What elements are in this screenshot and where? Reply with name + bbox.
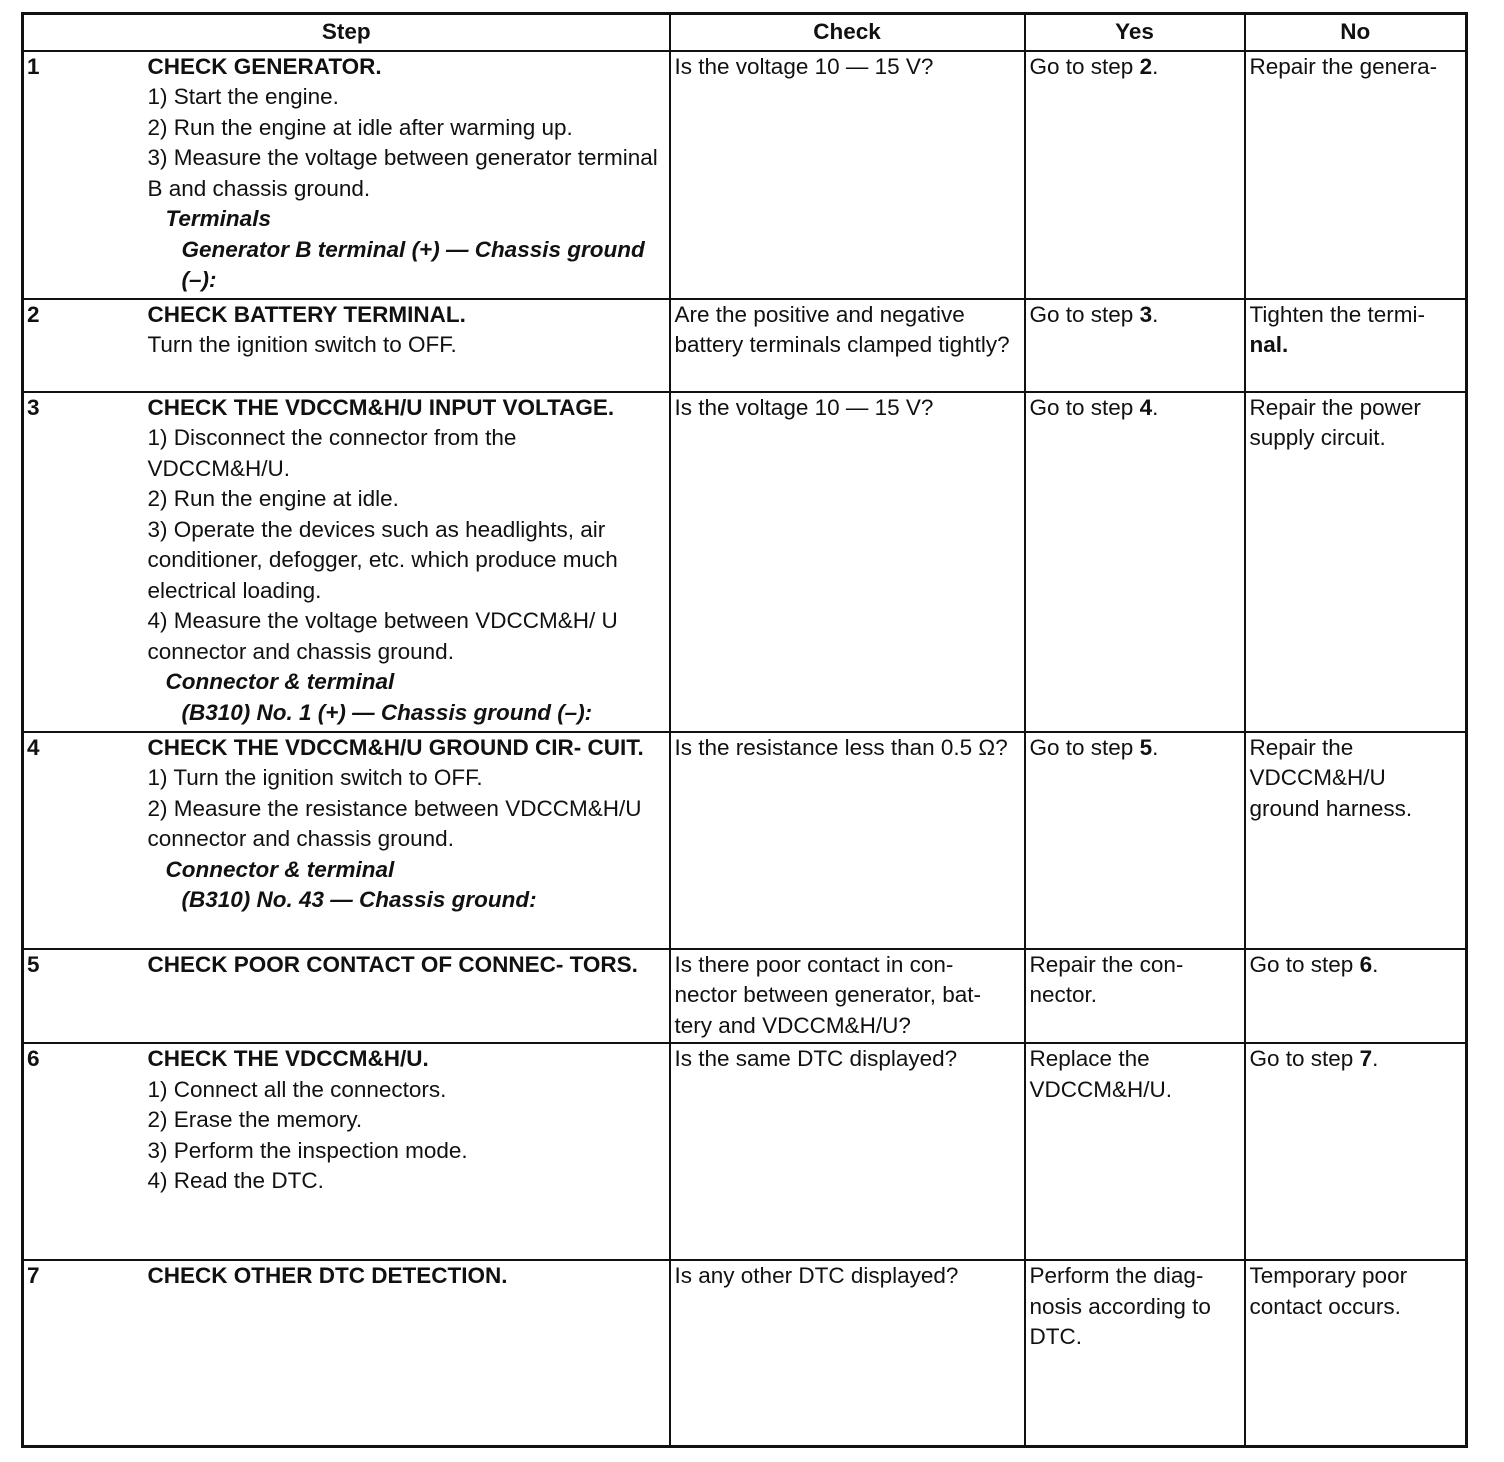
step-title: CHECK THE VDCCM&H/U GROUND CIR- CUIT.	[147, 734, 644, 760]
table-row	[23, 949, 1467, 1044]
spec-label: Terminals	[165, 206, 271, 231]
step-cell	[148, 51, 670, 299]
step-number: 3	[23, 392, 148, 732]
check-cell: Is there poor contact in con- nector between generator, bat- tery and VDCCM&H/U?	[670, 949, 1025, 1044]
step-instruction: 3) Operate the devices such as headlights, air conditioner, defogger, etc. which produce much electrical loading.	[147, 516, 618, 603]
step-instruction: 2) Measure the resistance between VDCCM&H/U connector and chassis ground.	[147, 795, 642, 851]
no-cell	[1245, 299, 1467, 392]
no-suffix: .	[1372, 951, 1379, 977]
yes-text: Go to step	[1029, 734, 1140, 760]
step-instruction: Turn the ignition switch to OFF.	[147, 332, 457, 357]
yes-cell	[1025, 1260, 1245, 1446]
yes-suffix: .	[1152, 53, 1159, 79]
check-cell: Is any other DTC displayed?	[670, 1260, 1025, 1446]
no-suffix: .	[1372, 1046, 1379, 1071]
step-title: CHECK GENERATOR.	[147, 53, 382, 79]
yes-cell	[1025, 392, 1245, 732]
spec-value: (B310) No. 1 (+) — Chassis ground (–):	[181, 699, 593, 725]
step-title: CHECK THE VDCCM&H/U.	[147, 1046, 429, 1071]
step-title: CHECK POOR CONTACT OF CONNEC- TORS.	[147, 951, 638, 977]
step-title: CHECK THE VDCCM&H/U INPUT VOLTAGE.	[147, 394, 615, 420]
step-cell	[148, 299, 670, 392]
step-title: CHECK OTHER DTC DETECTION.	[147, 1263, 508, 1288]
step-instruction: 2) Erase the memory.	[147, 1107, 363, 1132]
step-title: CHECK BATTERY TERMINAL.	[147, 301, 466, 327]
no-text: Temporary poor contact occurs.	[1249, 1263, 1408, 1319]
no-step-ref: 6	[1359, 951, 1373, 977]
header-check: Check	[670, 14, 1025, 51]
step-instruction: 4) Measure the voltage between VDCCM&H/ U connector and chassis ground.	[147, 608, 618, 664]
no-cell	[1245, 392, 1467, 732]
step-cell	[148, 392, 670, 732]
spec-label: Connector & terminal	[165, 856, 395, 882]
step-cell	[148, 949, 670, 1044]
yes-text: Repair the con- nector.	[1029, 951, 1184, 1007]
yes-text: Go to step	[1029, 394, 1140, 420]
header-step: Step	[23, 14, 670, 51]
step-instruction: 4) Read the DTC.	[147, 1168, 324, 1193]
step-cell	[148, 1260, 670, 1446]
check-cell: Is the voltage 10 — 15 V?	[670, 51, 1025, 299]
step-number: 6	[23, 1043, 148, 1260]
spec-label: Connector & terminal	[165, 669, 395, 694]
no-text-bold: nal.	[1249, 332, 1289, 357]
table-row	[23, 1260, 1467, 1446]
yes-step-ref: 4	[1139, 394, 1153, 420]
no-text: Tighten the termi-	[1249, 301, 1426, 327]
yes-text: Perform the diag- nosis according to DTC.	[1029, 1263, 1211, 1349]
step-number: 4	[23, 732, 148, 949]
table-row	[23, 732, 1467, 949]
header-no: No	[1245, 14, 1467, 51]
no-text: Go to step	[1249, 951, 1360, 977]
step-number: 1	[23, 51, 148, 299]
yes-suffix: .	[1152, 301, 1159, 327]
yes-step-ref: 2	[1139, 53, 1153, 79]
yes-step-ref: 3	[1139, 301, 1153, 327]
table-row	[23, 299, 1467, 392]
step-instruction: 3) Measure the voltage between generator terminal B and chassis ground.	[147, 145, 658, 201]
header-row	[23, 14, 1467, 51]
step-instruction: 1) Start the engine.	[147, 84, 339, 109]
table-row	[23, 392, 1467, 732]
yes-cell	[1025, 51, 1245, 299]
table-row	[23, 1043, 1467, 1260]
yes-step-ref: 5	[1139, 734, 1153, 760]
yes-text: Go to step	[1029, 53, 1140, 79]
check-cell: Is the same DTC displayed?	[670, 1043, 1025, 1260]
step-instruction: 1) Turn the ignition switch to OFF.	[147, 765, 483, 790]
step-instruction: 2) Run the engine at idle.	[147, 486, 399, 511]
no-step-ref: 7	[1359, 1046, 1373, 1071]
no-text: Repair the VDCCM&H/U ground harness.	[1249, 734, 1413, 821]
step-instruction: 2) Run the engine at idle after warming up.	[147, 114, 573, 140]
table-row	[23, 51, 1467, 299]
step-number: 5	[23, 949, 148, 1044]
check-cell: Are the positive and negative battery terminals clamped tightly?	[670, 299, 1025, 392]
check-cell: Is the voltage 10 — 15 V?	[670, 392, 1025, 732]
header-yes: Yes	[1025, 14, 1245, 51]
spec-value: Generator B terminal (+) — Chassis ground (–):	[181, 236, 645, 292]
spec-value: (B310) No. 43 — Chassis ground:	[181, 887, 537, 912]
no-cell	[1245, 732, 1467, 949]
yes-cell	[1025, 299, 1245, 392]
check-cell: Is the resistance less than 0.5 Ω?	[670, 732, 1025, 949]
diagnostic-table	[21, 12, 1468, 1448]
no-text: Repair the power supply circuit.	[1249, 394, 1421, 450]
step-instruction: 1) Connect all the connectors.	[147, 1076, 447, 1102]
yes-suffix: .	[1152, 734, 1159, 760]
yes-cell	[1025, 1043, 1245, 1260]
step-cell	[148, 1043, 670, 1260]
yes-text: Replace the VDCCM&H/U.	[1029, 1046, 1173, 1102]
no-text: Repair the genera-	[1249, 53, 1438, 79]
no-cell	[1245, 1043, 1467, 1260]
no-cell	[1245, 1260, 1467, 1446]
no-text: Go to step	[1249, 1046, 1360, 1071]
no-cell	[1245, 949, 1467, 1044]
step-cell	[148, 732, 670, 949]
step-number: 2	[23, 299, 148, 392]
no-cell	[1245, 51, 1467, 299]
step-instruction: 1) Disconnect the connector from the VDCCM&H/U.	[147, 425, 517, 481]
step-number: 7	[23, 1260, 148, 1446]
yes-suffix: .	[1152, 394, 1159, 420]
step-instruction: 3) Perform the inspection mode.	[147, 1137, 468, 1163]
yes-cell	[1025, 732, 1245, 949]
yes-cell	[1025, 949, 1245, 1044]
yes-text: Go to step	[1029, 301, 1140, 327]
